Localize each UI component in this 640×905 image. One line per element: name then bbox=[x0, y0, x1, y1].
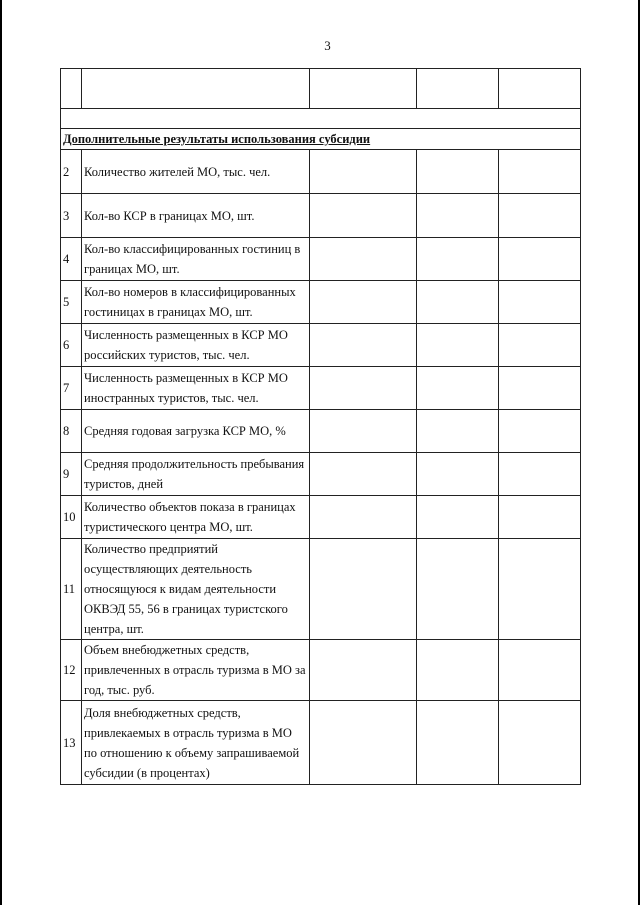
table-row bbox=[61, 194, 581, 238]
results-table bbox=[60, 68, 581, 785]
table-row bbox=[61, 281, 581, 324]
table-row bbox=[61, 701, 581, 785]
row-number: 6 bbox=[61, 324, 82, 367]
row-indicator: Кол-во классифицированных гостиниц в границах МО, шт. bbox=[82, 238, 310, 281]
table-row bbox=[61, 238, 581, 281]
row-number: 5 bbox=[61, 281, 82, 324]
value-cell bbox=[499, 701, 581, 785]
value-cell bbox=[499, 150, 581, 194]
value-cell bbox=[499, 281, 581, 324]
row-indicator: Средняя продолжительность пребывания туристов, дней bbox=[82, 453, 310, 496]
row-indicator: Доля внебюджетных средств, привлекаемых в отрасль туризма в МО по отношению к объему запрашиваемой субсидии (в процентах) bbox=[82, 701, 310, 785]
header-cell bbox=[82, 69, 310, 109]
value-cell bbox=[417, 238, 499, 281]
value-cell bbox=[310, 194, 417, 238]
value-cell bbox=[499, 367, 581, 410]
value-cell bbox=[310, 410, 417, 453]
section-title: Дополнительные результаты использования субсидии bbox=[61, 129, 581, 150]
table-row bbox=[61, 640, 581, 701]
value-cell bbox=[499, 496, 581, 539]
table-row bbox=[61, 367, 581, 410]
value-cell bbox=[310, 281, 417, 324]
row-number: 13 bbox=[61, 701, 82, 785]
value-cell bbox=[417, 539, 499, 640]
value-cell bbox=[499, 640, 581, 701]
value-cell bbox=[417, 281, 499, 324]
table-row bbox=[61, 324, 581, 367]
row-indicator: Количество жителей МО, тыс. чел. bbox=[82, 150, 310, 194]
row-number: 12 bbox=[61, 640, 82, 701]
value-cell bbox=[417, 640, 499, 701]
row-number: 4 bbox=[61, 238, 82, 281]
value-cell bbox=[310, 367, 417, 410]
value-cell bbox=[310, 238, 417, 281]
value-cell bbox=[499, 238, 581, 281]
row-indicator: Численность размещенных в КСР МО российских туристов, тыс. чел. bbox=[82, 324, 310, 367]
row-number: 2 bbox=[61, 150, 82, 194]
row-number: 9 bbox=[61, 453, 82, 496]
value-cell bbox=[417, 453, 499, 496]
row-indicator: Количество предприятий осуществляющих деятельность относящуюся к видам деятельности ОКВЭД 55, 56 в границах туристского центра, шт. bbox=[82, 539, 310, 640]
section-heading-row bbox=[61, 129, 581, 150]
row-indicator: Средняя годовая загрузка КСР МО, % bbox=[82, 410, 310, 453]
row-indicator: Кол-во КСР в границах МО, шт. bbox=[82, 194, 310, 238]
row-number: 3 bbox=[61, 194, 82, 238]
header-cell bbox=[61, 69, 82, 109]
value-cell bbox=[417, 324, 499, 367]
value-cell bbox=[310, 324, 417, 367]
value-cell bbox=[310, 453, 417, 496]
row-indicator: Кол-во номеров в классифицированных гостиницах в границах МО, шт. bbox=[82, 281, 310, 324]
header-cell bbox=[499, 69, 581, 109]
value-cell bbox=[310, 701, 417, 785]
row-number: 11 bbox=[61, 539, 82, 640]
spacer-cell bbox=[61, 109, 581, 129]
table-row bbox=[61, 150, 581, 194]
value-cell bbox=[417, 367, 499, 410]
value-cell bbox=[310, 150, 417, 194]
table-header-row bbox=[61, 69, 581, 109]
value-cell bbox=[499, 324, 581, 367]
value-cell bbox=[417, 410, 499, 453]
page-number: 3 bbox=[324, 38, 331, 53]
value-cell bbox=[417, 701, 499, 785]
row-number: 10 bbox=[61, 496, 82, 539]
table-row bbox=[61, 539, 581, 640]
header-cell bbox=[417, 69, 499, 109]
value-cell bbox=[417, 150, 499, 194]
value-cell bbox=[417, 194, 499, 238]
row-indicator: Объем внебюджетных средств, привлеченных в отрасль туризма в МО за год, тыс. руб. bbox=[82, 640, 310, 701]
value-cell bbox=[499, 453, 581, 496]
table-row bbox=[61, 410, 581, 453]
scan-border-left bbox=[0, 0, 2, 905]
value-cell bbox=[310, 539, 417, 640]
row-number: 8 bbox=[61, 410, 82, 453]
table-row bbox=[61, 453, 581, 496]
value-cell bbox=[499, 539, 581, 640]
value-cell bbox=[310, 496, 417, 539]
row-indicator: Численность размещенных в КСР МО иностранных туристов, тыс. чел. bbox=[82, 367, 310, 410]
header-cell bbox=[310, 69, 417, 109]
value-cell bbox=[310, 640, 417, 701]
row-number: 7 bbox=[61, 367, 82, 410]
row-indicator: Количество объектов показа в границах туристического центра МО, шт. bbox=[82, 496, 310, 539]
value-cell bbox=[417, 496, 499, 539]
table-spacer-row bbox=[61, 109, 581, 129]
value-cell bbox=[499, 410, 581, 453]
value-cell bbox=[499, 194, 581, 238]
table-row bbox=[61, 496, 581, 539]
